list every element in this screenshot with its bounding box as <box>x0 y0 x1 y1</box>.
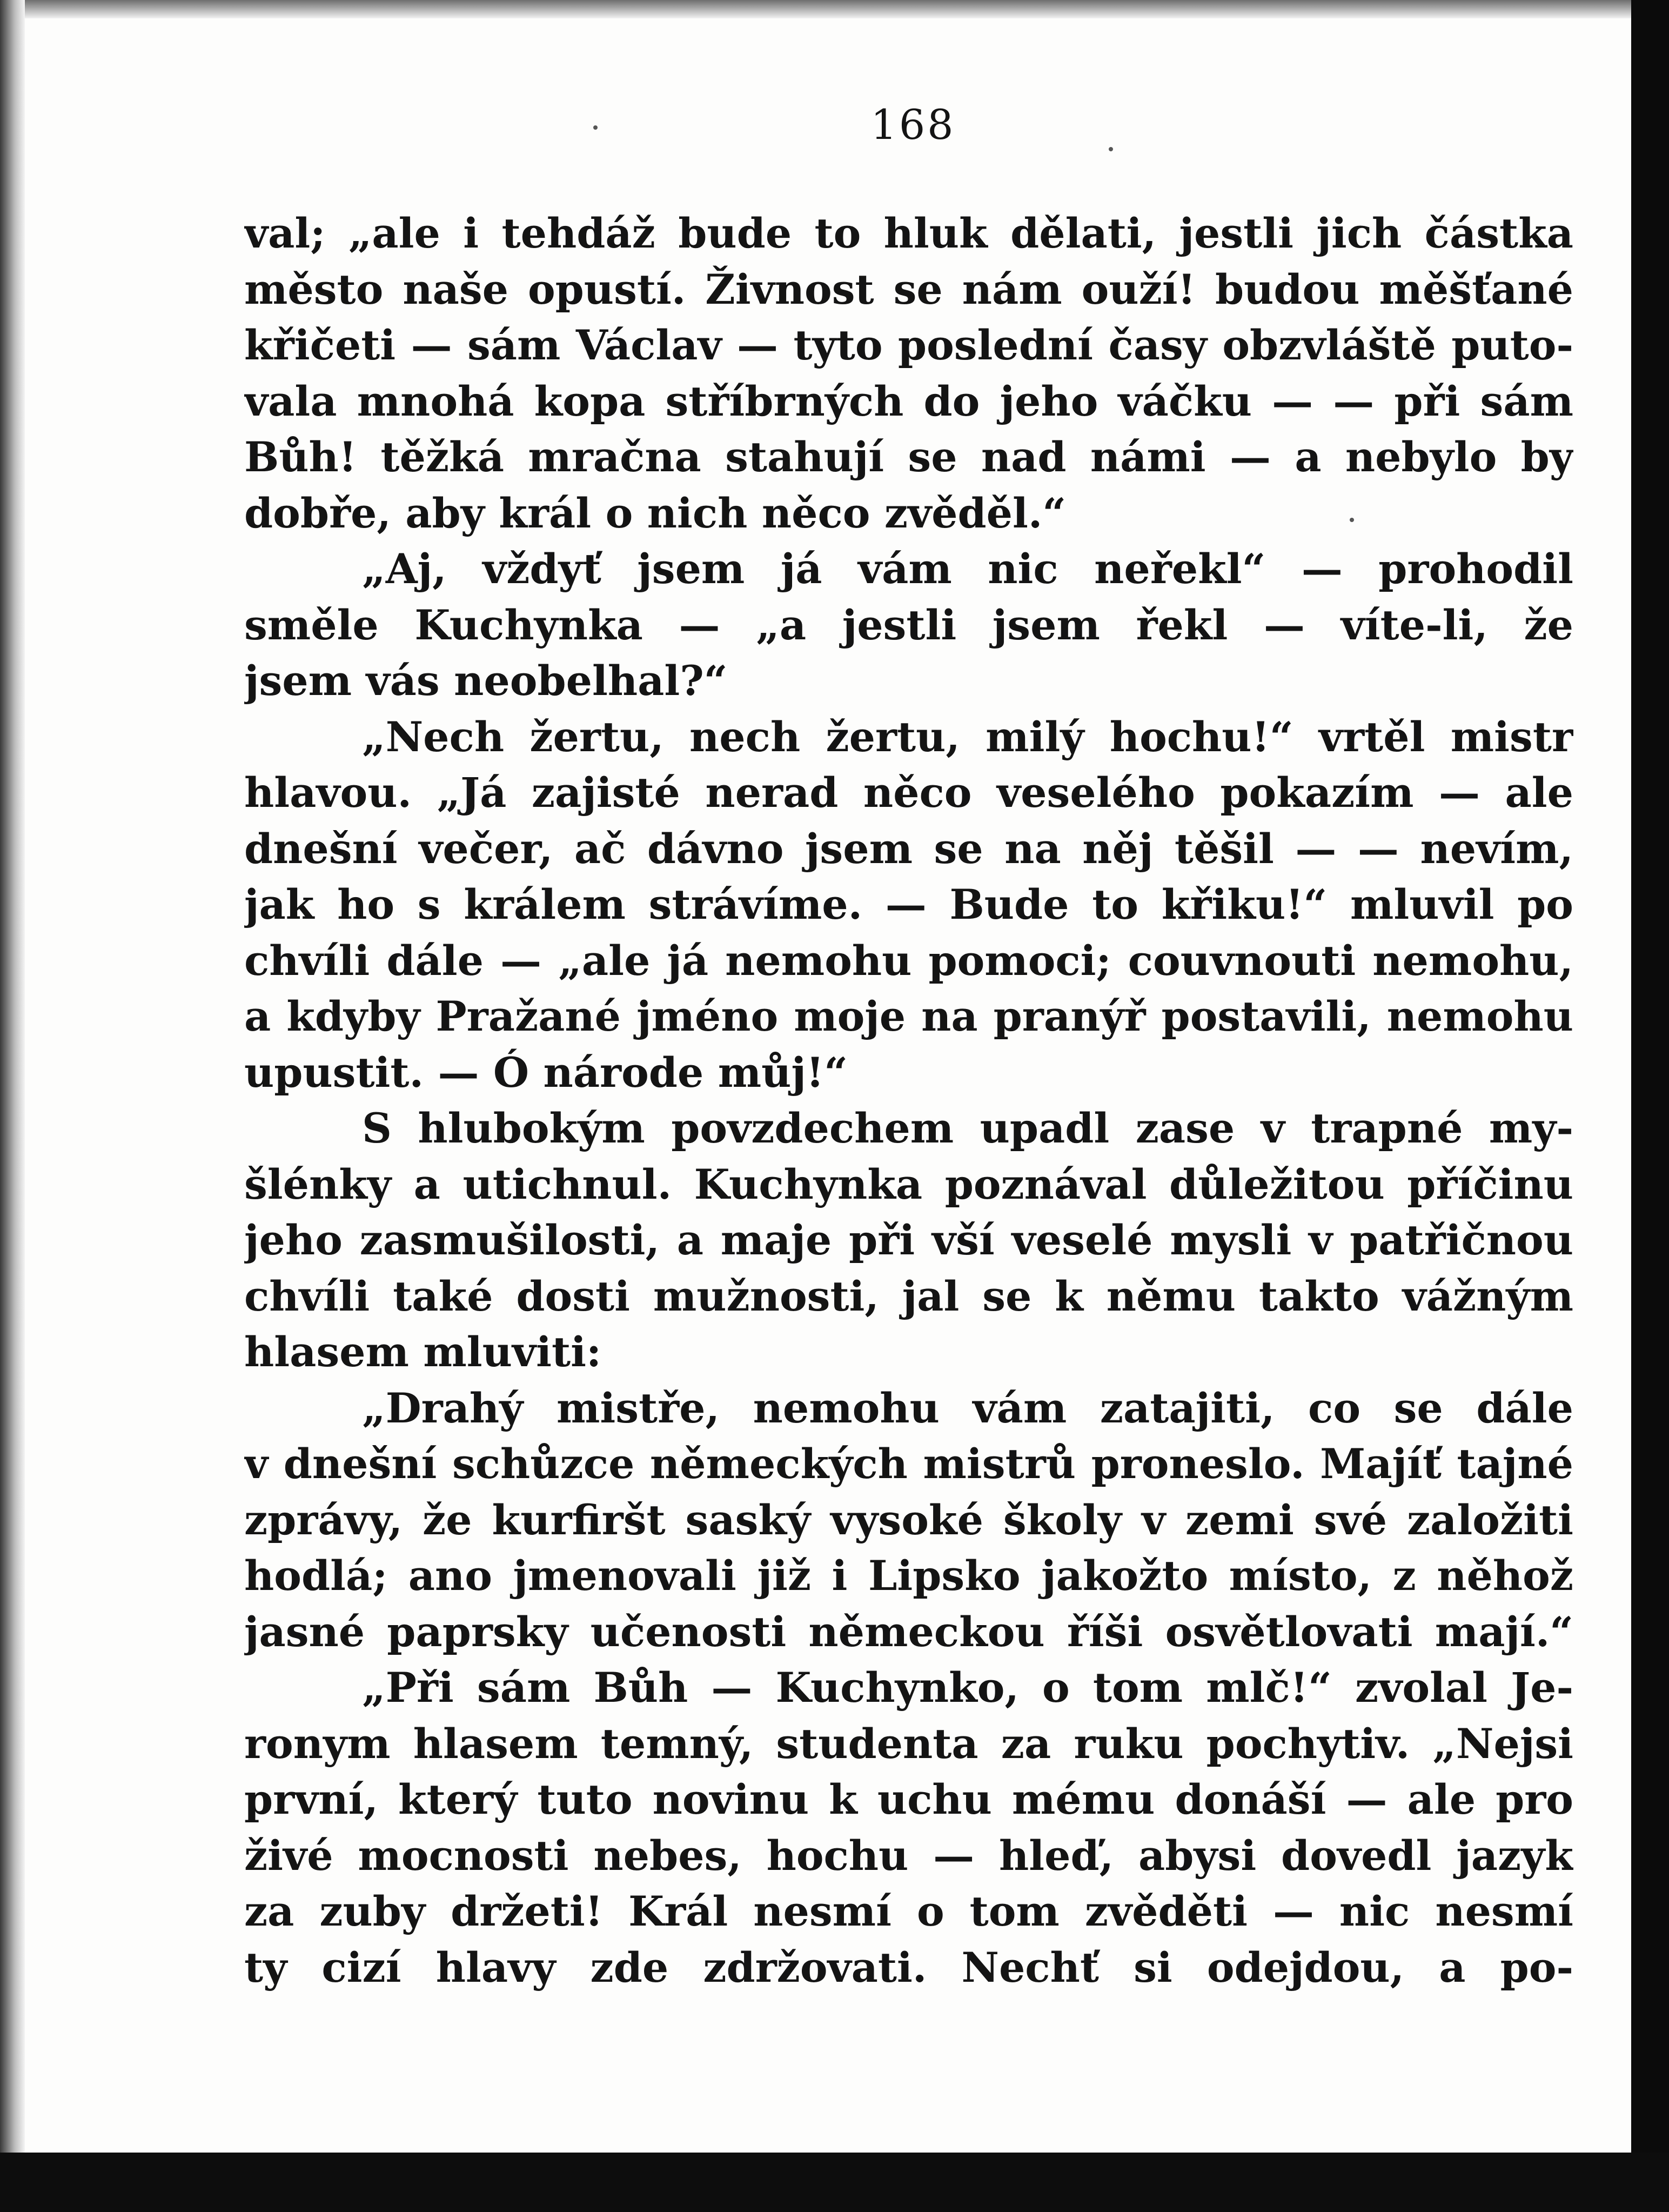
text-line: „Aj, vždyť jsem já vám nic neřekl“ — prohodil <box>362 545 1573 593</box>
text-line: Bůh! těžká mračna stahují se nad námi — a nebylo by <box>244 433 1573 481</box>
text-line: jsem vás neobelhal?“ <box>244 657 728 705</box>
text-line: dobře, aby král o nich něco zvěděl.“ <box>244 489 1067 537</box>
text-line: „Drahý mistře, nemohu vám zatajiti, co se dále <box>362 1384 1573 1432</box>
text-line: hlasem mluviti: <box>244 1328 601 1376</box>
text-line: křičeti — sám Václav — tyto poslední časy obzvláště puto- <box>244 321 1573 369</box>
text-line: za zuby držeti! Král nesmí o tom zvěděti — nic nesmí <box>244 1887 1573 1935</box>
text-line: v dnešní schůzce německých mistrů proneslo. Majíť tajné <box>244 1440 1573 1488</box>
text-line: dnešní večer, ač dávno jsem se na něj těšil — — nevím, <box>244 824 1573 873</box>
text-line: šlénky a utichnul. Kuchynka poznával důležitou příčinu <box>244 1160 1573 1208</box>
text-line: směle Kuchynka — „a jestli jsem řekl — víte-li, že <box>244 600 1573 649</box>
text-line: hodlá; ano jmenovali již i Lipsko jakožto místo, z něhož <box>244 1552 1573 1600</box>
text-line: hlavou. „Já zajisté nerad něco veselého pokazím — ale <box>244 768 1573 817</box>
body-text <box>244 205 1573 1995</box>
scan-edge-right <box>1631 0 1669 2212</box>
page-number: 168 <box>870 101 956 149</box>
text-line: chvíli také dosti mužnosti, jal se k němu takto vážným <box>244 1272 1573 1320</box>
text-line: město naše opustí. Živnost se nám ouží! budou měšťané <box>244 265 1573 313</box>
text-line: jak ho s králem strávíme. — Bude to křiku!“ mluvil po <box>244 880 1573 928</box>
text-line: vala mnohá kopa stříbrných do jeho váčku — — při sám <box>244 377 1573 425</box>
text-line: „Při sám Bůh — Kuchynko, o tom mlč!“ zvolal Je- <box>362 1663 1573 1712</box>
text-line: jasné paprsky učenosti německou říši osvětlovati mají.“ <box>244 1607 1573 1656</box>
text-line: a kdyby Pražané jméno moje na pranýř postavili, nemohu <box>244 992 1573 1040</box>
text-line: jeho zasmušilosti, a maje při vší veselé mysli v patřičnou <box>244 1216 1573 1264</box>
text-line: první, který tuto novinu k uchu mému donáší — ale pro <box>244 1775 1573 1823</box>
scan-edge-left <box>0 0 25 2212</box>
text-line: zprávy, že kurfiršt saský vysoké školy v zemi své založiti <box>244 1495 1573 1544</box>
text-line: živé mocnosti nebes, hochu — hleď, abysi dovedl jazyk <box>244 1831 1573 1880</box>
text-line: „Nech žertu, nech žertu, milý hochu!“ vrtěl mistr <box>362 712 1573 761</box>
text-line: ty cizí hlavy zde zdržovati. Nechť si odejdou, a po- <box>244 1943 1573 1992</box>
text-line: chvíli dále — „ale já nemohu pomoci; couvnouti nemohu, <box>244 936 1573 985</box>
scan-edge-bottom <box>0 2153 1669 2212</box>
text-line: S hlubokým povzdechem upadl zase v trapné my- <box>362 1104 1573 1152</box>
text-line: upustit. — Ó národe můj!“ <box>244 1048 848 1097</box>
text-line: val; „ale i tehdáž bude to hluk dělati, jestli jich částka <box>244 209 1573 257</box>
scan-edge-top <box>0 0 1669 18</box>
text-line: ronym hlasem temný, studenta za ruku pochytiv. „Nejsi <box>244 1719 1573 1768</box>
